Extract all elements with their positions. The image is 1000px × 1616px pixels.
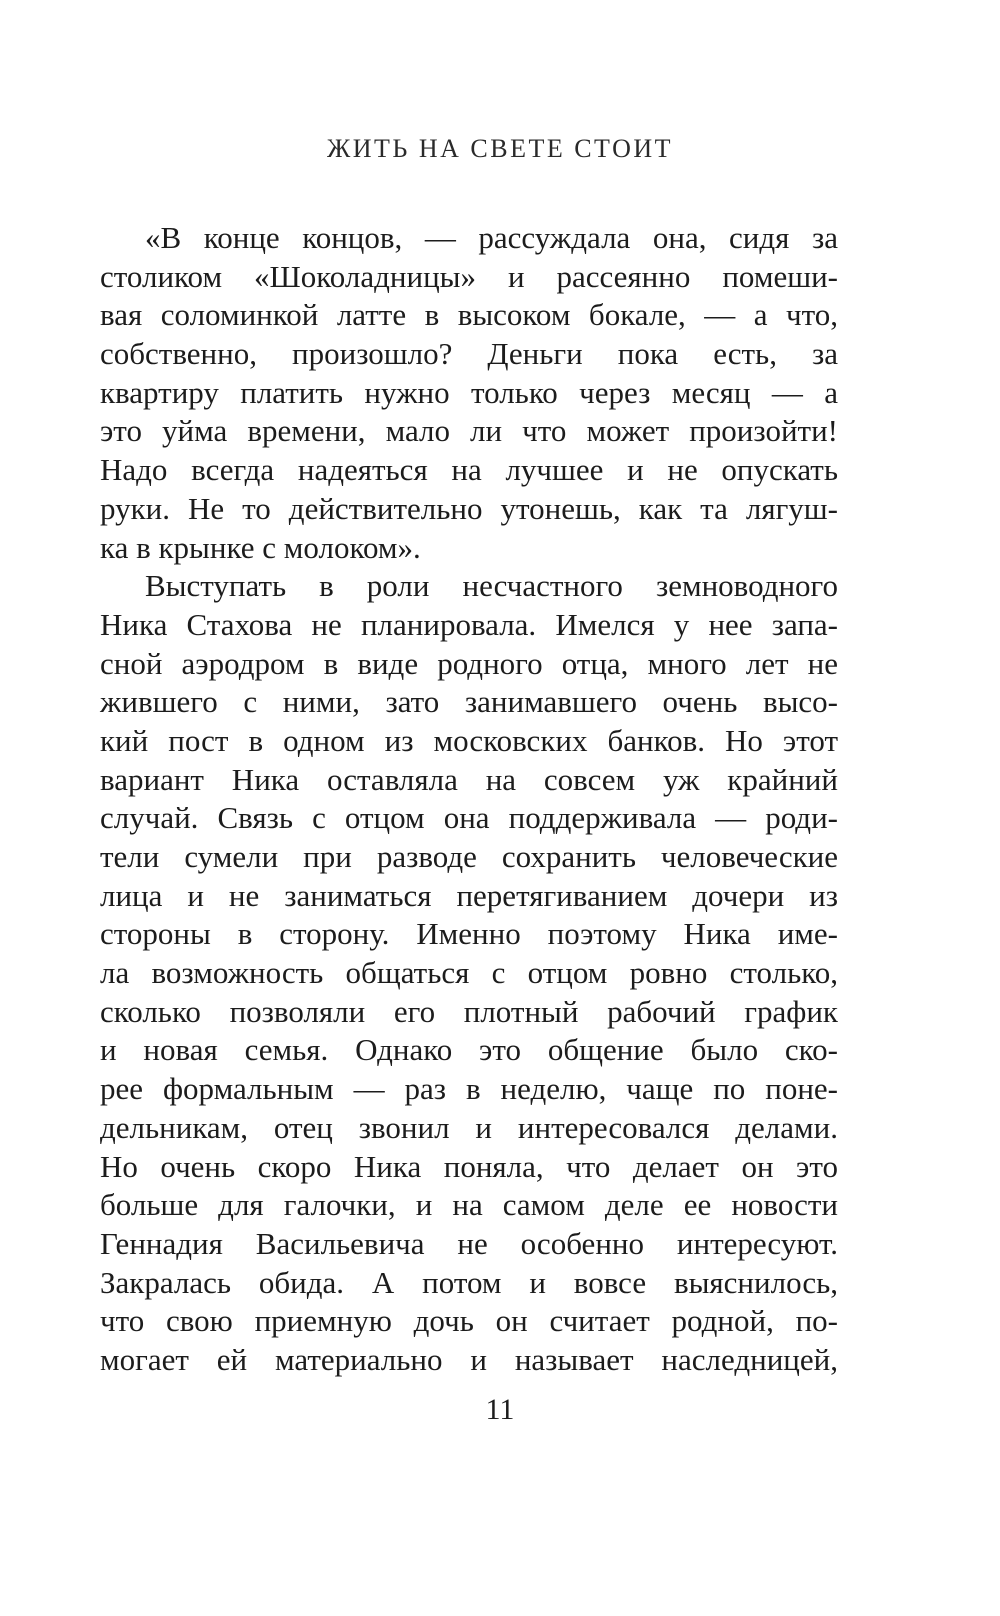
paragraph-2 [100,567,838,1379]
text-line: кий пост в одном из московских банков. Но этот [100,722,838,758]
text-line: Ника Стахова не планировала. Имелся у нее запа- [100,606,838,642]
text-line: «В конце концов, — рассуждала она, сидя за [145,220,838,255]
page-number: 11 [485,1393,515,1426]
text-line: Надо всегда надеяться на лучшее и не опускать [100,452,838,488]
text-line: тели сумели при разводе сохранить человеческие [100,839,838,874]
text-line: Закралась обида. А потом и вовсе выяснилось, [100,1264,838,1300]
text-line: ла возможность общаться с отцом ровно столько, [100,955,838,991]
text-line: вая соломинкой латте в высоком бокале, — а что, [100,297,838,333]
text-line: собственно, произошло? Деньги пока есть, за [100,336,838,372]
body-text [100,219,838,1380]
text-line: столиком «Шоколадницы» и рассеянно помеши- [100,258,838,294]
text-line: ка в крынке с молоком». [100,529,421,565]
text-line: и новая семья. Однако это общение было ско- [100,1032,838,1068]
running-head: ЖИТЬ НА СВЕТЕ СТОИТ [326,134,674,163]
text-line: дельникам, отец звонил и интересовался делами. [100,1109,838,1145]
text-line: Геннадия Васильевича не особенно интересуют. [100,1225,838,1261]
paragraph-1 [100,219,838,567]
text-line: Выступать в роли несчастного земноводного [145,568,838,604]
text-line: сной аэродром в виде родного отца, много лет не [100,645,838,681]
text-line: Но очень скоро Ника поняла, что делает он это [100,1148,838,1184]
text-line: стороны в сторону. Именно поэтому Ника име- [100,916,838,952]
text-line: руки. Не то действительно утонешь, как та лягуш- [100,490,838,526]
text-line: сколько позволяли его плотный рабочий график [100,993,838,1029]
text-line: рее формальным — раз в неделю, чаще по поне- [100,1071,838,1107]
text-line: жившего с ними, зато занимавшего очень высо- [100,684,838,720]
text-line: это уйма времени, мало ли что может произойти! [100,413,838,449]
text-line: вариант Ника оставляла на совсем уж крайний [100,761,838,797]
text-line: случай. Связь с отцом она поддерживала — роди- [100,800,838,836]
text-line: лица и не заниматься перетягиванием дочери из [100,877,838,913]
text-line: больше для галочки, и на самом деле ее новости [100,1187,838,1223]
text-line: квартиру платить нужно только через месяц — а [100,374,838,410]
text-line: что свою приемную дочь он считает родной, по- [100,1303,838,1339]
text-line: могает ей материально и называет наследницей, [100,1341,838,1377]
